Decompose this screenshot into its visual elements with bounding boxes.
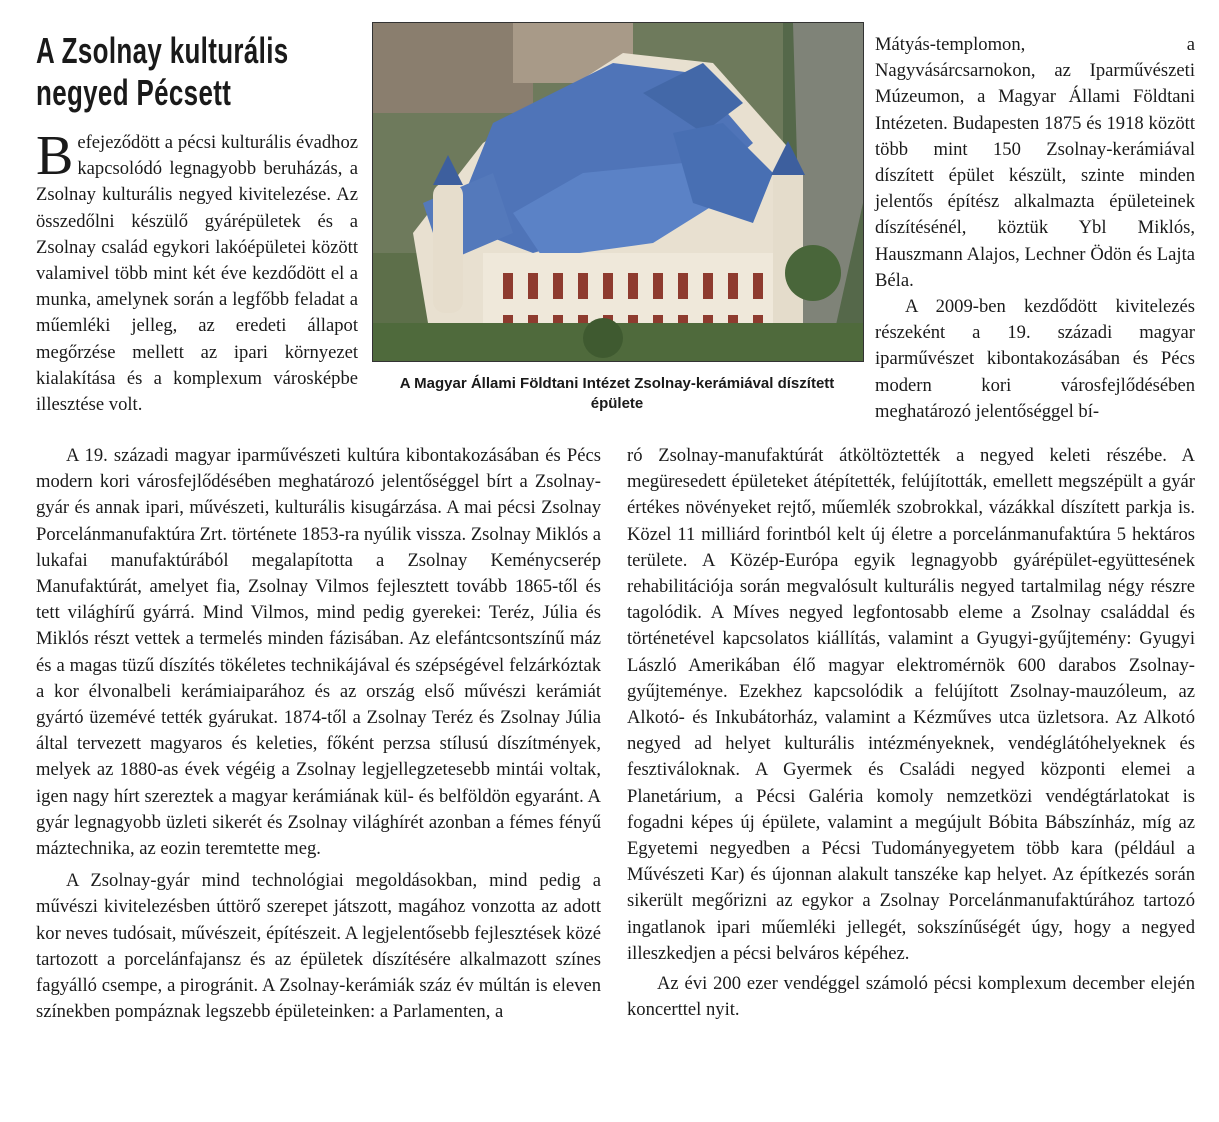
intro-text: efejeződött a pécsi kulturális évadhoz kapcsolódó legnagyobb beruházás, a Zsolnay kulturális negyed kivitelezése. Az összedőlni készülő gyárépületek és a Zsolnay család egykori lakóépületei között valamivel több mint két éve kezdődött el a munka, amelynek során a legfőbb feladat a műemléki jelleg, az eredeti állapot megőrzése mellett az ipari környezet kialakítása és a komplexum városképbe illesztése volt. (36, 132, 358, 416)
intro-column (36, 125, 358, 418)
bottom-left-column (36, 443, 601, 1025)
closing-paragraph: Az évi 200 ezer vendéggel számoló pécsi komplexum december elején koncerttel nyit. (627, 973, 1195, 1021)
photo-caption: A Magyar Állami Földtani Intézet Zsolnay-kerámiával díszített épülete (399, 375, 835, 412)
right-paragraph-1: Mátyás-templomon, a Nagyvásárcsarnokon, az Iparművészeti Múzeumon, a Magyar Állami Földtani Intézeten. Budapesten 1875 és 1918 között több mint 150 Zsolnay-kerámiával díszített épület készült, szinte minden jelentős építész alkalmazta épületeinek díszítésénél, köztük Ybl Miklós, Hauszmann Alajos, Lechner Ödön és Lajta Béla. (875, 34, 1195, 291)
title-line-2: negyed Pécsett (36, 72, 232, 113)
drop-cap: B (36, 125, 74, 187)
right-column (875, 32, 1195, 425)
intro-paragraph (36, 125, 358, 418)
right-paragraph-2: A 2009-ben kezdődött kivitelezés részeként a 19. századi magyar iparművészet kibontakozásában és Pécs modern kori városfejlődésében meghatározó jelentőséggel bí- (875, 296, 1195, 422)
building-photo (372, 22, 864, 362)
history-paragraph: A 19. századi magyar iparművészeti kultúra kibontakozásában és Pécs modern kori városfejlődésében meghatározó jelentőséggel bírt a Zsolnay-gyár és annak ipari, művészeti, kulturális kisugárzása. A mai pécsi Zsolnay Porcelánmanufaktúra Zrt. története 1853-ra nyúlik vissza. Zsolnay Miklós a lukafai manufaktúrából megalapította a Zsolnay Keménycserép Manufaktúrát, amelyet fia, Zsolnay Vilmos fejlesztett tovább 1865-től és tett világhírű gyárrá. Mind Vilmos, mind pedig gyerekei: Teréz, Júlia és Miklós részt vettek a termelés minden fázisában. Az elefántcsontszínű máz és a magas tüzű díszítés tökéletes technikájával és szépségével felzárkóztak a kor élvonalbeli kerámiaiparához és az ország első művészi kerámiát gyártó üzemévé tették gyárukat. 1874-től a Zsolnay Teréz és Zsolnay Júlia által tervezett magyaros és keleties, főként perzsa stílusú díszítmények, melyek az 1880-as évek végéig a Zsolnay legjellegzetesebb mintái voltak, igen nagy hírt szereztek a magyar kerámiának kül- és belföldön egyaránt. A gyár legnagyobb üzleti sikerét és Zsolnay világhírét azonban a fémes fényű máztechnika, az eozin teremtette meg. (36, 445, 601, 860)
article-title (36, 30, 289, 114)
technology-paragraph: A Zsolnay-gyár mind technológiai megoldásokban, mind pedig a művészi kivitelezésben úttörő szerepet játszott, magához vonzotta az adott kor neves tudósait, művészeit, építészeit. A legjelentősebb fejlesztések közé tartozott a porcelánfajansz és az épületek díszítésére alkalmazott színes fagyálló csempe, a pirogránit. A Zsolnay-kerámiák száz év múltán is eleven színekben pompáznak legszebb épületeinken: a Parlamenten, a (36, 870, 601, 1023)
quarter-paragraph: ró Zsolnay-manufaktúrát átköltöztették a negyed keleti részébe. A megüresedett épületeket átépítették, felújították, emellett megszépült a gyár értékes növényeket rejtő, műemlék szobrokkal, vázákkal díszített parkja is. Közel 11 milliárd forintból kelt új életre a porcelánmanufaktúra 5 hektáros területe. A Közép-Európa egyik legnagyobb gyárépület-együttesének rehabilitációja során megvalósult kulturális negyed tartalmilag négy részre tagolódik. A Míves negyed legfontosabb eleme a Zsolnay családdal és történetével kapcsolatos kiállítás, valamint a Gyugyi-gyűjtemény: Gyugyi László Amerikában élő magyar elektromérnök 600 darabos Zsolnay-gyűjteménye. Ezekhez kapcsolódik a felújított Zsolnay-mauzóleum, az Alkotó- és Inkubátorház, valamint a Kézműves utca üzletsora. Az Alkotó negyed ad helyet kulturális intézményeknek, vendéglátóhelyeknek és fesztiváloknak. A Gyermek és Családi negyed központi elemei a Planetárium, a Pécsi Galéria komoly nemzetközi vendégtárlatokat is fogadni képes új épülete, valamint a megújult Bóbita Bábszínház, míg az Egyetemi negyedben a Pécsi Tudományegyetem több kara (például a Művészeti Kar) és újonnan alakult tanszéke kap helyet. Az építkezés során sikerült megőrizni az egykor a Zsolnay Porcelánmanufaktúrához tartozó ingatlanok ipari műemléki jellegét, sokszínűségét úgy, hogy a negyed illeszkedjen a pécsi belváros képéhez. (627, 445, 1195, 964)
bottom-right-column (627, 443, 1195, 1023)
title-line-1: A Zsolnay kulturális (36, 30, 289, 71)
